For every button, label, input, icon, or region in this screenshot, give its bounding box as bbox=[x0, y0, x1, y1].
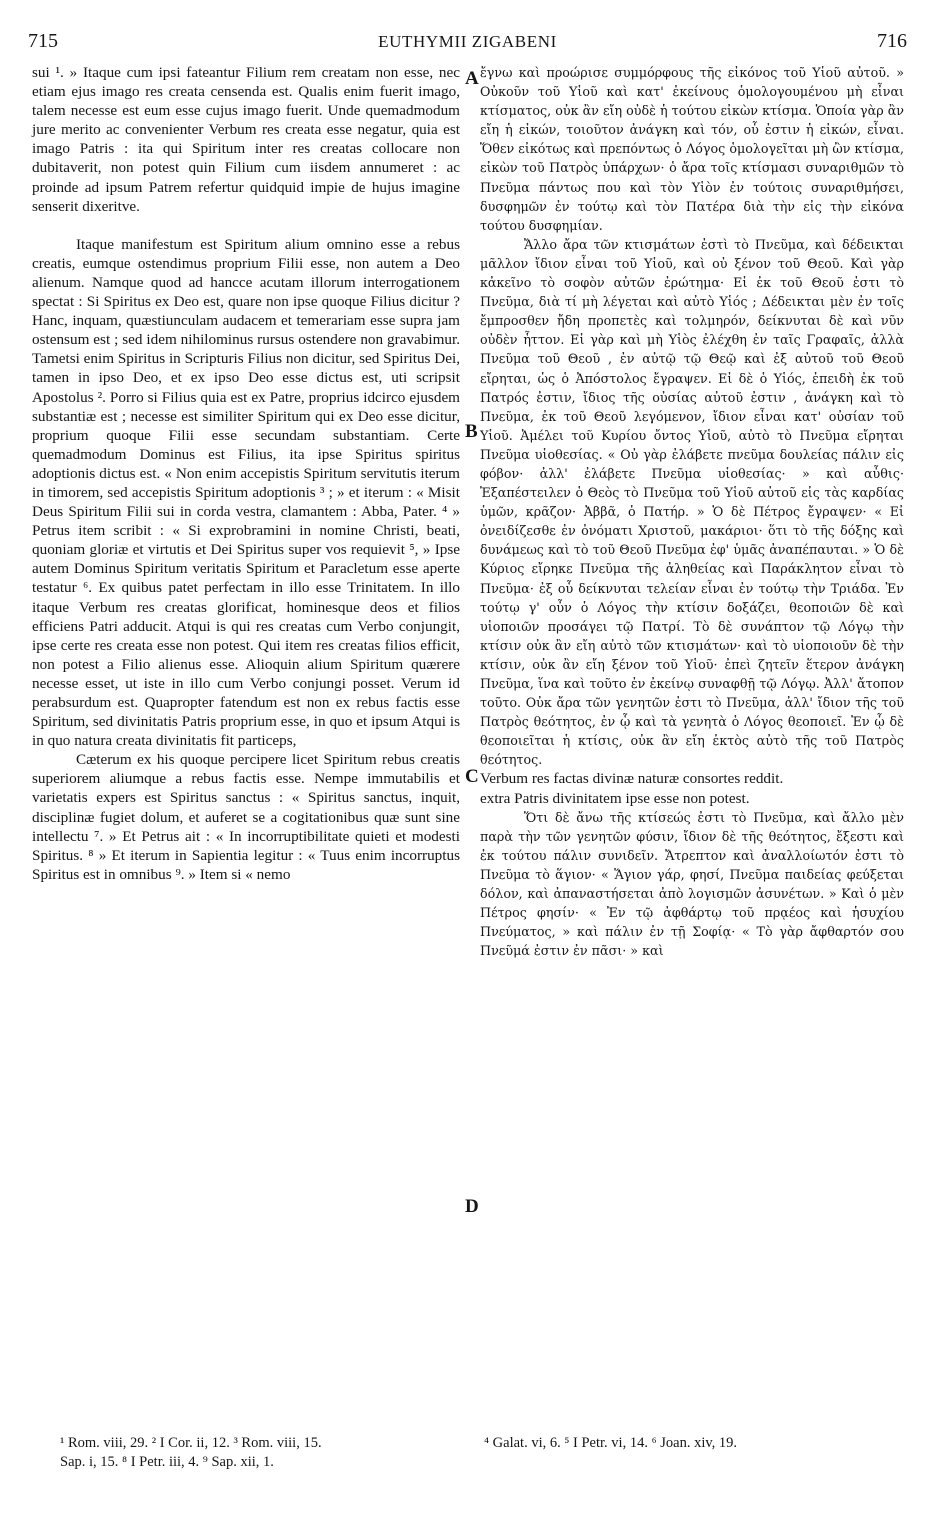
footnotes-right bbox=[484, 1434, 904, 1453]
section-marker-c: C bbox=[465, 766, 479, 787]
footnote-line: ¹ Rom. viii, 29. ² I Cor. ii, 12. ³ Rom. viii, 15. bbox=[60, 1435, 322, 1451]
latin-continuation-1: Verbum res factas divinæ naturæ consortes reddit. bbox=[480, 770, 784, 788]
latin-paragraph-2: Itaque manifestum est Spiritum alium omnino esse a rebus creatis, eumque ostendimus proprium Filii esse, non autem a Deo alienum. Namque quod ad hancce acutam illorum interrogationem spectat : Si Spiritus ex Deo est, quare non ipse quoque Filius dicitur ? Hanc, inquam, quæstiunculam audacem et temerariam esse supra jam ostensum est ; sed idem nihilominus rursus ostendere non gravabimur. Tametsi enim Spiritus in Scripturis Filius non dicitur, sed Spiritus Dei, tamen in ipso Deo, et ex ipso Deo esse dictus est, uti scripsit Apostolus ². Porro si Filius quia est ex Patre, proprius idcirco ejusdem substantiæ est ; necesse est similiter Spiritum qui ex Deo esse dicitur, proprium quoque Filii esse secundam substantiam. Certe quemadmodum Dominus est Filius, ita ipse Spiritus spiritus adoptionis dictus est. « Non enim accepistis Spiritum servitutis iterum in timorem, sed accepistis Spiritum adoptionis ³ ; » et iterum : « Misit Deus Spiritum Filii sui in corda vestra, clamantem : Abba, Pater. ⁴ » Petrus item scribit : « Si exprobramini in nomine Christi, beati, quoniam gloriæ et virtutis et Dei Spiritus super vos requievit ⁵, » Ipse autem Dominus Spiritum veritatis Spiritum et Paracletum esse aperte testatur ⁶. Ex quibus patet perfectam in illo esse Trinitatem. In illo itaque Verbum res creatas glorificat, hominesque deos et filios efficiens Patri adducit. Atqui is qui res creatas cum Verbo conjungit, ipse certe res creata esse non potest. Qui item res creatas filios efficit, non potest a Filio alienus esse. Alioquin alium Spiritum quærere necesse esset, ut iste in illo cum Verbo conjungi posset. Verum id perabsurdum est. Quapropter fatendum est non ex rebus factis esse Spiritum, sed divinitatis Patris proprium esse, in quo et ipsum Atqui is in quo natura creata divinitatis fit particeps, bbox=[32, 235, 460, 750]
page-number-right: 716 bbox=[877, 30, 907, 52]
section-marker-a: A bbox=[465, 68, 479, 89]
latin-paragraph-1: sui ¹. » Itaque cum ipsi fateantur Filium rem creatam non esse, nec etiam ejus imago res creata censenda est. Qualis enim fuerit imago, talem necesse est eum esse cujus imago fuerit. Unde quemadmodum jure merito ac convenienter Verbum res creata esse negatur, quia est imago Patris : ita qui Spiritum inter res creatas collocare non dubitaverit, non potest quin Filium cum iisdem annumeret : ac proinde ad ipsum Patrem refertur quidquid impie de hujus imagine senserit dixeritve. bbox=[32, 64, 460, 215]
footnote-line: ⁴ Galat. vi, 6. ⁵ I Petr. vi, 14. ⁶ Joan. xiv, 19. bbox=[484, 1435, 738, 1451]
page-number-left: 715 bbox=[28, 30, 58, 52]
greek-paragraph-1: ἔγνω καὶ προώρισε συμμόρφους τῆς εἰκόνος τοῦ Υἱοῦ αὐτοῦ. » Οὐκοῦν τοῦ Υἱοῦ καὶ κατ' ἐκείνους ὁμολογουμένου μὴ εἶναι κτίσματος, οὐκ ἂν εἴη οὐδὲ ἡ τούτου εἰκὼν κτίσμα. Ὁποία γὰρ ἂν εἴη ἡ εἰκών, τοιοῦτον ἀνάγκη καὶ τόν, οὗ ἐστιν ἡ εἰκών, εἶναι. Ὅθεν εἰκότως καὶ πρεπόντως ὁ Λόγος ὁμολογεῖται μὴ ὢν κτίσμα, εἰκὼν τοῦ Πατρὸς ὑπάρχων· ὁ ἄρα τοῖς κτίσμασι συναριθμῶν τὸ Πνεῦμα πάντως που καὶ τὸν Υἱὸν ἐν τούτοις συναριθμήσει, δυσφημῶν ἐν τούτῳ καὶ τὸν Πατέρα διὰ τὴν εἰς τὴν εἰκόνα τούτου δυσφημίαν. bbox=[480, 65, 904, 233]
latin-continuation-2: extra Patris divinitatem ipse esse non potest. bbox=[480, 789, 750, 807]
section-marker-b: B bbox=[465, 421, 478, 442]
running-title: EUTHYMII ZIGABENI bbox=[378, 32, 557, 51]
latin-column bbox=[32, 63, 460, 884]
greek-paragraph-3: Ὅτι δὲ ἄνω τῆς κτίσεώς ἐστι τὸ Πνεῦμα, καὶ ἄλλο μὲν παρὰ τὴν τῶν γενητῶν φύσιν, ἴδιον δὲ τῆς θεότητος, ἔξεστι καὶ ἐκ τούτου πάλιν συνιδεῖν. Ἄτρεπτον καὶ ἀναλλοίωτόν ἐστι τὸ Πνεῦμα τὸ ἅγιον· « Ἅγιον γάρ, φησί, Πνεῦμα παιδείας φεύξεται δόλον, καὶ ἀπαναστήσεται ἀπὸ λογισμῶν ἀσυνέτων. » Καὶ ὁ μὲν Πέτρος φησίν· « Ἐν τῷ ἀφθάρτῳ τοῦ πρᾳέος καὶ ἡσυχίου Πνεύματος, » καὶ πάλιν ἐν τῇ Σοφίᾳ· « Τὸ γὰρ ἄφθαρτόν σου Πνεῦμά ἐστιν ἐν πᾶσι· » καὶ bbox=[480, 809, 904, 959]
footnotes-left bbox=[60, 1434, 480, 1472]
greek-column bbox=[480, 63, 904, 960]
latin-paragraph-3: Cæterum ex his quoque percipere licet Spiritum rebus creatis superiorem aliumque a rebus factis esse. Nempe immutabilis et varietatis expers est Spiritus sanctus : « Spiritus sanctus, inquit, disciplinæ fugiet dolum, et auferet se a cogitationibus quæ sunt sine intellectu ⁷. » Et Petrus ait : « In incorruptibilitate quieti et modesti Spiritus. ⁸ » Et iterum in Sapientia legitur : « Tuus enim incorruptus Spiritus est in omnibus ⁹. » Item si « nemo bbox=[32, 751, 460, 883]
page-header bbox=[28, 30, 907, 60]
greek-paragraph-2: Ἄλλο ἄρα τῶν κτισμάτων ἐστὶ τὸ Πνεῦμα, καὶ δέδεικται μᾶλλον ἴδιον εἶναι τοῦ Υἱοῦ, καὶ οὐ ξένον τοῦ Θεοῦ. Καὶ γὰρ κἀκεῖνο τὸ σοφὸν αὐτῶν ἐρώτημα· Εἰ ἐκ τοῦ Θεοῦ ἐστι τὸ Πνεῦμα, διὰ τί μὴ λέγεται καὶ αὐτὸ Υἱός ; Δέδεικται μὲν ἐν τοῖς ἔμπροσθεν ἤδη προπετὲς καὶ τολμηρόν, δείκνυται δὲ καὶ νῦν οὐδὲν ἧττον. Εἰ γὰρ καὶ μὴ Υἱὸς ἐλέχθη ἐν ταῖς Γραφαῖς, ἀλλὰ Πνεῦμα τοῦ Θεοῦ , ἐν αὐτῷ τῷ Θεῷ καὶ ἐξ αὐτοῦ τοῦ Θεοῦ εἴρηται, ὡς ὁ Ἀπόστολος ἔγραψεν. Εἰ δὲ ὁ Υἱός, ἐπειδὴ ἐκ τοῦ Πατρός ἐστιν, ἴδιος τῆς οὐσίας αὐτοῦ ἐστιν , ἀνάγκη καὶ τὸ Πνεῦμα, ἐκ τοῦ Θεοῦ λεγόμενον, ἴδιον εἶναι κατ' οὐσίαν τοῦ Υἱοῦ. Ἀμέλει τοῦ Κυρίου ὄντος Υἱοῦ, αὐτὸ τὸ Πνεῦμα εἴρηται Πνεῦμα υἱοθεσίας. « Οὐ γὰρ ἐλάβετε πνεῦμα δουλείας πάλιν εἰς φόβον· ἀλλ' ἐλάβετε Πνεῦμα υἱοθεσίας· » καὶ αὖθις· Ἐξαπέστειλεν ὁ Θεὸς τὸ Πνεῦμα τοῦ Υἱοῦ αὐτοῦ εἰς τὰς καρδίας ὑμῶν, κρᾶζον· Ἀββᾶ, ὁ Πατήρ. » Ὁ δὲ Πέτρος ἔγραψεν· « Εἰ ὀνειδίζεσθε ἐν ὀνόματι Χριστοῦ, μακάριοι· ὅτι τὸ τῆς δόξης καὶ δυνάμεως καὶ τὸ τοῦ Θεοῦ Πνεῦμα ἐφ' ὑμᾶς ἀναπέπαυται. » Ὁ δὲ Κύριος εἴρηκε Πνεῦμα τῆς ἀληθείας καὶ Παράκλητον εἶναι τὸ Πνεῦμα· ἐξ οὗ δείκνυται τελείαν εἶναι ἐν τούτῳ τὴν Τριάδα. Ἐν τούτῳ γ' οὖν ὁ Λόγος τὴν κτίσιν δοξάζει, θεοποιῶν δὲ καὶ υἱοποιῶν προσάγει τῷ Πατρί. Τὸ δὲ συνάπτον τῷ Λόγῳ τὴν κτίσιν οὐκ ἂν εἴη αὐτὸ τῶν κτισμάτων· καὶ τὸ υἱοποιοῦν δὲ τὴν κτίσιν, οὐκ ἂν εἴη ξένον τοῦ Υἱοῦ· ἐπεὶ ζητεῖν ἕτερον ἀνάγκη Πνεῦμα, ἵνα καὶ τοῦτο ἐν ἐκείνῳ συναφθῇ τῷ Λόγῳ. Ἀλλ' ἄτοπον τοῦτο. Οὐκ ἄρα τῶν γενητῶν ἐστι τὸ Πνεῦμα, ἀλλ' ἴδιον τῆς τοῦ Πατρὸς θεότητος, ἐν ᾧ καὶ τὰ γενητὰ ὁ Λόγος θεοποιεῖ. Ἐν ᾧ δὲ θεοποιεῖται ἡ κτίσις, οὐκ ἂν εἴη ἐκτὸς αὐτὸ τῆς τοῦ Πατρὸς θεότητος. bbox=[480, 236, 904, 768]
footnote-line: Sap. i, 15. ⁸ I Petr. iii, 4. ⁹ Sap. xii, 1. bbox=[60, 1454, 274, 1470]
section-marker-d: D bbox=[465, 1196, 479, 1217]
